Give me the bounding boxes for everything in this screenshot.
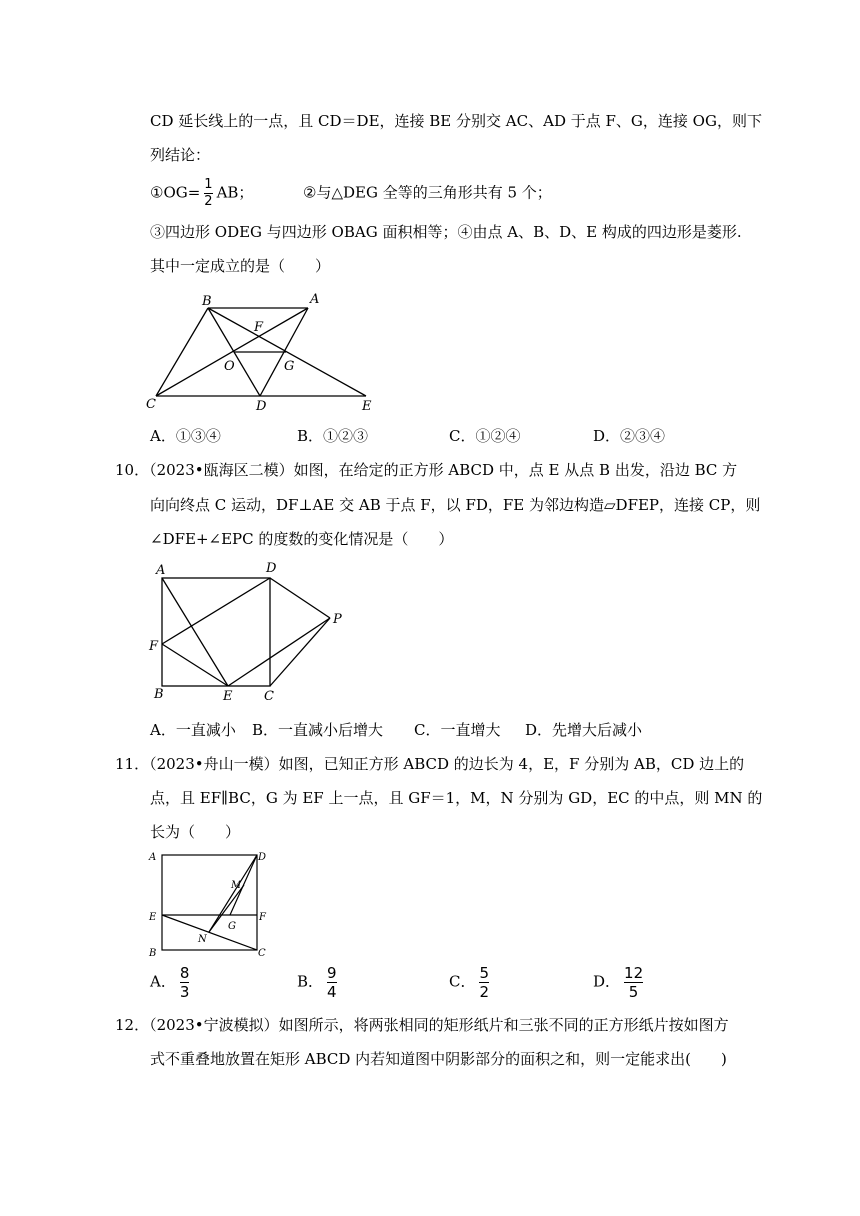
q11-text-line-2: 点，且 EF∥BC，G 为 EF 上一点，且 GF＝1，M，N 分别为 GD，EC 的中点，则 MN 的 — [150, 789, 763, 807]
q9-text-line-2: 列结论： — [150, 146, 211, 164]
q11-label-n: N — [198, 934, 207, 945]
q11-text-line-3: 长为（ ） — [150, 823, 241, 841]
q10-text-line-2: 向向终点 C 运动，DF⊥AE 交 AB 于点 F，以 FD，FE 为邻边构造▱DFEP，连接 CP，则 — [150, 496, 761, 514]
q11-label-b: B — [149, 948, 157, 959]
option-label: C． — [449, 972, 476, 991]
q9-option-d[interactable]: D．②③④ — [593, 427, 666, 445]
q11-label-d: D — [258, 852, 267, 863]
q9-label-g: G — [284, 359, 295, 374]
q9-conclusion-2: ②与△DEG 全等的三角形共有 5 个； — [303, 183, 552, 202]
q9-label-f: F — [254, 320, 264, 335]
q11-label-f: F — [259, 912, 266, 923]
q11-option-c[interactable] — [449, 965, 493, 1000]
q9-label-e: E — [362, 399, 372, 414]
q10-text-line-1: 10．（2023•瓯海区二模）如图，在给定的正方形 ABCD 中，点 E 从点 B 出发，沿边 BC 方 — [115, 461, 738, 479]
fraction-numerator: 1 — [204, 177, 213, 192]
q11-option-d[interactable] — [593, 965, 647, 1000]
q9-conclusion-1-fraction — [204, 178, 212, 209]
q11-option-a[interactable] — [150, 965, 193, 1000]
q10-label-d: D — [266, 561, 277, 576]
q11-option-b[interactable] — [297, 965, 341, 1000]
q10-text-line-3: ∠DFE+∠EPC 的度数的变化情况是（ ） — [150, 530, 454, 548]
q11-label-e: E — [149, 912, 157, 923]
q9-text-line-5: 其中一定成立的是（ ） — [150, 257, 331, 275]
q10-option-c[interactable]: C．一直增大 — [414, 721, 501, 739]
fraction-denominator: 2 — [204, 194, 213, 209]
q9-conclusions-line — [150, 178, 552, 209]
q10-label-p: P — [333, 612, 342, 627]
option-label: B． — [297, 972, 324, 991]
fraction-denominator: 3 — [179, 983, 190, 1001]
q12-text-line-2: 式不重叠地放置在矩形 ABCD 内若知道图中阴影部分的面积之和，则一定能求出( ) — [150, 1050, 727, 1068]
q10-label-c: C — [264, 689, 274, 704]
q10-option-b[interactable]: B．一直减小后增大 — [252, 721, 384, 739]
q11-label-c: C — [258, 948, 266, 959]
q12-text-line-1: 12．（2023•宁波模拟）如图所示，将两张相同的矩形纸片和三张不同的正方形纸片按如图方 — [115, 1016, 729, 1034]
q9-label-o: O — [224, 359, 235, 374]
fraction-numerator: 12 — [624, 964, 644, 982]
q10-figure — [140, 558, 360, 706]
option-fraction — [180, 965, 190, 1000]
fraction-numerator: 9 — [327, 964, 337, 982]
q10-option-a[interactable]: A．一直减小 — [150, 721, 236, 739]
fraction-denominator: 2 — [479, 983, 490, 1001]
option-fraction — [624, 965, 643, 1000]
fraction-numerator: 5 — [479, 964, 490, 982]
q11-label-g: G — [228, 921, 236, 932]
q9-text-line-1: CD 延长线上的一点，且 CD＝DE，连接 BE 分别交 AC、AD 于点 F、G，连接 OG，则下 — [150, 112, 762, 130]
option-label: D． — [593, 972, 621, 991]
q10-label-f: F — [149, 639, 159, 654]
option-fraction — [327, 965, 337, 1000]
option-label: A． — [150, 972, 176, 991]
q9-option-b[interactable]: B．①②③ — [297, 427, 369, 445]
q9-option-c[interactable]: C．①②④ — [449, 427, 521, 445]
q9-label-d: D — [256, 399, 267, 414]
q10-label-e: E — [223, 689, 233, 704]
fraction-denominator: 5 — [628, 983, 639, 1001]
q9-label-a: A — [310, 292, 320, 307]
q9-label-b: B — [202, 294, 212, 309]
q11-text-line-1: 11．（2023•舟山一模）如图，已知正方形 ABCD 的边长为 4，E，F 分别为 AB，CD 边上的 — [115, 755, 745, 773]
fraction-denominator: 4 — [327, 983, 337, 1001]
q10-label-b: B — [154, 687, 164, 702]
q9-label-c: C — [146, 397, 156, 412]
fraction-numerator: 8 — [179, 964, 190, 982]
q9-text-line-4: ③四边形 ODEG 与四边形 OBAG 面积相等；④由点 A、B、D、E 构成的四边形是菱形. — [150, 223, 742, 241]
q9-conclusion-1-suffix: AB； — [216, 183, 254, 202]
q9-conclusion-1-prefix: ①OG= — [150, 183, 201, 202]
option-fraction — [479, 965, 489, 1000]
q11-label-a: A — [149, 852, 157, 863]
q9-figure — [140, 288, 390, 416]
q11-figure — [140, 848, 280, 960]
q10-option-d[interactable]: D．先增大后减小 — [525, 721, 643, 739]
q9-option-a[interactable]: A．①③④ — [150, 427, 221, 445]
q11-label-m: M — [231, 880, 242, 891]
q10-label-a: A — [156, 563, 166, 578]
